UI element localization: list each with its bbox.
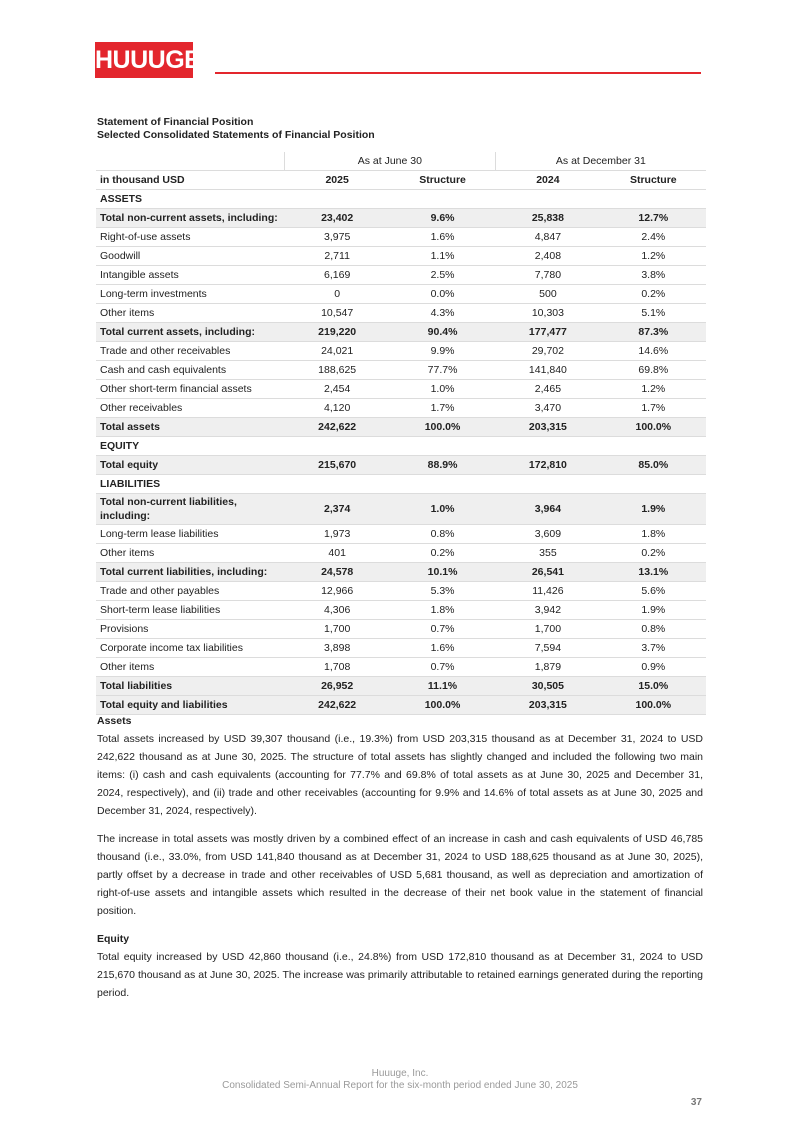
cell-structure-2025: 1.8% [390,601,495,620]
cell-2025: 219,220 [284,323,389,342]
row-label: Goodwill [96,247,284,266]
cell-2024: 10,303 [495,304,600,323]
table-row [96,658,706,677]
table-row [96,304,706,323]
cell-2025: 1,973 [284,525,389,544]
cell-2024: 7,780 [495,266,600,285]
cell-structure-2024: 1.9% [601,494,706,525]
table-header-periods [96,152,706,171]
cell-2024: 26,541 [495,563,600,582]
cell-2025: 0 [284,285,389,304]
row-label: Total equity and liabilities [96,696,284,715]
cell-2024: 203,315 [495,696,600,715]
cell-structure-2025 [390,190,495,209]
cell-structure-2024: 3.8% [601,266,706,285]
commentary [97,712,703,1012]
cell-2024: 3,609 [495,525,600,544]
cell-structure-2025: 77.7% [390,361,495,380]
assets-paragraph-1: Total assets increased by USD 39,307 thousand (i.e., 19.3%) from USD 203,315 thousand as at December 31, 2024 to USD 242,622 thousand as at June 30, 2025. The structure of total assets has slightly changed and included the following two main items: (i) cash and cash equivalents (accounting for 77.7% and 69.8% of total assets as at June 30, 2025 and December 31, 2024, respectively), and (ii) trade and other receivables (accounting for 9.9% and 14.6% of total assets as at June 30, 2025 and December 31, 2024, respectively). [97,733,703,817]
cell-structure-2025: 1.1% [390,247,495,266]
cell-structure-2024: 0.2% [601,544,706,563]
cell-structure-2025: 1.0% [390,380,495,399]
cell-structure-2025: 10.1% [390,563,495,582]
row-label: Total non-current assets, including: [96,209,284,228]
cell-2025: 1,700 [284,620,389,639]
cell-2025: 24,578 [284,563,389,582]
cell-structure-2025: 5.3% [390,582,495,601]
cell-2024 [495,190,600,209]
header-period-december: As at December 31 [495,152,706,171]
cell-2025 [284,475,389,494]
row-label: Total liabilities [96,677,284,696]
cell-structure-2025: 1.0% [390,494,495,525]
cell-2024: 11,426 [495,582,600,601]
cell-structure-2024: 5.6% [601,582,706,601]
table-row [96,525,706,544]
cell-structure-2024: 85.0% [601,456,706,475]
cell-structure-2024: 0.8% [601,620,706,639]
cell-structure-2024: 0.2% [601,285,706,304]
table-row [96,209,706,228]
section-titles [97,116,375,142]
row-label: ASSETS [96,190,284,209]
cell-structure-2025: 0.8% [390,525,495,544]
row-label: Long-term lease liabilities [96,525,284,544]
table-row [96,437,706,456]
table-row [96,266,706,285]
cell-2025: 188,625 [284,361,389,380]
cell-2024: 7,594 [495,639,600,658]
header-2024: 2024 [495,171,600,190]
cell-structure-2024 [601,190,706,209]
row-label: Trade and other payables [96,582,284,601]
cell-structure-2025: 9.9% [390,342,495,361]
cell-structure-2025: 2.5% [390,266,495,285]
row-label: Intangible assets [96,266,284,285]
cell-2025: 24,021 [284,342,389,361]
cell-structure-2025 [390,437,495,456]
cell-structure-2024: 5.1% [601,304,706,323]
cell-2025: 26,952 [284,677,389,696]
cell-structure-2024: 0.9% [601,658,706,677]
table-body [96,190,706,715]
header-structure-2025: Structure [390,171,495,190]
cell-structure-2024: 13.1% [601,563,706,582]
cell-structure-2025: 1.6% [390,639,495,658]
cell-structure-2025: 4.3% [390,304,495,323]
cell-2025: 242,622 [284,696,389,715]
table-row [96,639,706,658]
table-row [96,190,706,209]
row-label: Provisions [96,620,284,639]
cell-structure-2025: 100.0% [390,418,495,437]
table-row [96,342,706,361]
footer-company: Huuuge, Inc. [371,1068,429,1079]
row-label: Total current assets, including: [96,323,284,342]
row-label: Corporate income tax liabilities [96,639,284,658]
cell-structure-2024: 1.9% [601,601,706,620]
header-divider [215,72,701,74]
page-footer [0,1068,800,1092]
cell-2025: 2,454 [284,380,389,399]
section-title: Statement of Financial Position [97,116,254,128]
table-row [96,494,706,525]
cell-structure-2024 [601,475,706,494]
cell-structure-2025 [390,475,495,494]
cell-2025: 4,120 [284,399,389,418]
row-label: Total non-current liabilities, including: [96,494,284,525]
cell-structure-2024: 12.7% [601,209,706,228]
cell-2025: 4,306 [284,601,389,620]
cell-2025: 3,975 [284,228,389,247]
cell-structure-2024: 69.8% [601,361,706,380]
cell-structure-2024: 100.0% [601,696,706,715]
table-row [96,380,706,399]
cell-structure-2024: 1.2% [601,247,706,266]
cell-2024: 141,840 [495,361,600,380]
cell-2025: 401 [284,544,389,563]
cell-2024 [495,475,600,494]
cell-structure-2024: 15.0% [601,677,706,696]
cell-2024: 1,879 [495,658,600,677]
cell-2025 [284,437,389,456]
cell-structure-2025: 90.4% [390,323,495,342]
row-label: Trade and other receivables [96,342,284,361]
row-label: LIABILITIES [96,475,284,494]
header-blank [96,152,284,171]
row-label: Right-of-use assets [96,228,284,247]
row-label: Other short-term financial assets [96,380,284,399]
cell-2025: 6,169 [284,266,389,285]
cell-structure-2025: 0.0% [390,285,495,304]
table-row [96,475,706,494]
cell-2025: 10,547 [284,304,389,323]
assets-heading: Assets [97,715,132,727]
table-row [96,620,706,639]
equity-heading: Equity [97,933,130,945]
assets-paragraph-2: The increase in total assets was mostly driven by a combined effect of an increase in cash and cash equivalents of USD 46,785 thousand (i.e., 33.0%, from USD 141,840 thousand as at December 31, 2024 to USD 188,625 thousand as at June 30, 2025), partly offset by a decrease in trade and other receivables of USD 5,681 thousand, as well as depreciation and amortization of right-of-use assets and intangible assets which resulted in the decrease of their net book value in the statement of financial position. [97,833,703,917]
cell-structure-2025: 88.9% [390,456,495,475]
header-structure-2024: Structure [601,171,706,190]
cell-2024: 1,700 [495,620,600,639]
table-row [96,677,706,696]
footer-report-title: Consolidated Semi-Annual Report for the six-month period ended June 30, 2025 [222,1080,578,1091]
row-label: EQUITY [96,437,284,456]
header-period-june: As at June 30 [284,152,495,171]
table-row [96,228,706,247]
cell-structure-2025: 0.7% [390,658,495,677]
cell-2025: 242,622 [284,418,389,437]
cell-2024: 30,505 [495,677,600,696]
cell-structure-2024 [601,437,706,456]
cell-structure-2024: 87.3% [601,323,706,342]
cell-2025 [284,190,389,209]
cell-2024: 3,964 [495,494,600,525]
cell-2024: 3,942 [495,601,600,620]
cell-structure-2025: 1.7% [390,399,495,418]
row-label: Total equity [96,456,284,475]
row-label: Short-term lease liabilities [96,601,284,620]
cell-structure-2024: 14.6% [601,342,706,361]
cell-structure-2025: 0.2% [390,544,495,563]
cell-structure-2025: 100.0% [390,696,495,715]
header-2025: 2025 [284,171,389,190]
cell-structure-2025: 11.1% [390,677,495,696]
table-header-columns [96,171,706,190]
page-number: 37 [690,1097,702,1108]
huuuge-logo: HUUUGE [95,42,193,78]
table-row [96,247,706,266]
row-label: Other items [96,658,284,677]
table-row [96,418,706,437]
cell-2024: 355 [495,544,600,563]
cell-2025: 215,670 [284,456,389,475]
section-subtitle: Selected Consolidated Statements of Financial Position [97,129,375,141]
row-label: Total current liabilities, including: [96,563,284,582]
table-row [96,285,706,304]
table-row [96,456,706,475]
cell-2025: 12,966 [284,582,389,601]
cell-2025: 2,711 [284,247,389,266]
cell-2024: 177,477 [495,323,600,342]
table-row [96,361,706,380]
cell-2024: 4,847 [495,228,600,247]
table-row [96,563,706,582]
table-row [96,399,706,418]
cell-2025: 2,374 [284,494,389,525]
cell-structure-2025: 1.6% [390,228,495,247]
equity-paragraph-1: Total equity increased by USD 42,860 thousand (i.e., 24.8%) from USD 172,810 thousand as at December 31, 2024 to USD 215,670 thousand as at June 30, 2025. The increase was primarily attributable to retained earnings generated during the reporting period. [97,951,703,999]
cell-structure-2024: 3.7% [601,639,706,658]
table-row [96,544,706,563]
row-label: Cash and cash equivalents [96,361,284,380]
cell-2025: 3,898 [284,639,389,658]
cell-2025: 1,708 [284,658,389,677]
cell-structure-2024: 1.2% [601,380,706,399]
row-label: Other receivables [96,399,284,418]
cell-2024: 2,408 [495,247,600,266]
cell-2024 [495,437,600,456]
cell-2024: 500 [495,285,600,304]
cell-2024: 25,838 [495,209,600,228]
financial-position-table [96,152,706,715]
table-row [96,582,706,601]
cell-structure-2025: 9.6% [390,209,495,228]
row-label: Other items [96,304,284,323]
page-header [95,42,701,78]
cell-structure-2024: 100.0% [601,418,706,437]
table-row [96,601,706,620]
cell-2024: 203,315 [495,418,600,437]
row-label: Other items [96,544,284,563]
cell-2024: 29,702 [495,342,600,361]
row-label: Long-term investments [96,285,284,304]
table-row [96,323,706,342]
cell-2024: 2,465 [495,380,600,399]
header-unit: in thousand USD [96,171,284,190]
cell-2025: 23,402 [284,209,389,228]
cell-structure-2024: 1.8% [601,525,706,544]
cell-structure-2025: 0.7% [390,620,495,639]
cell-structure-2024: 1.7% [601,399,706,418]
cell-2024: 3,470 [495,399,600,418]
row-label: Total assets [96,418,284,437]
cell-structure-2024: 2.4% [601,228,706,247]
cell-2024: 172,810 [495,456,600,475]
